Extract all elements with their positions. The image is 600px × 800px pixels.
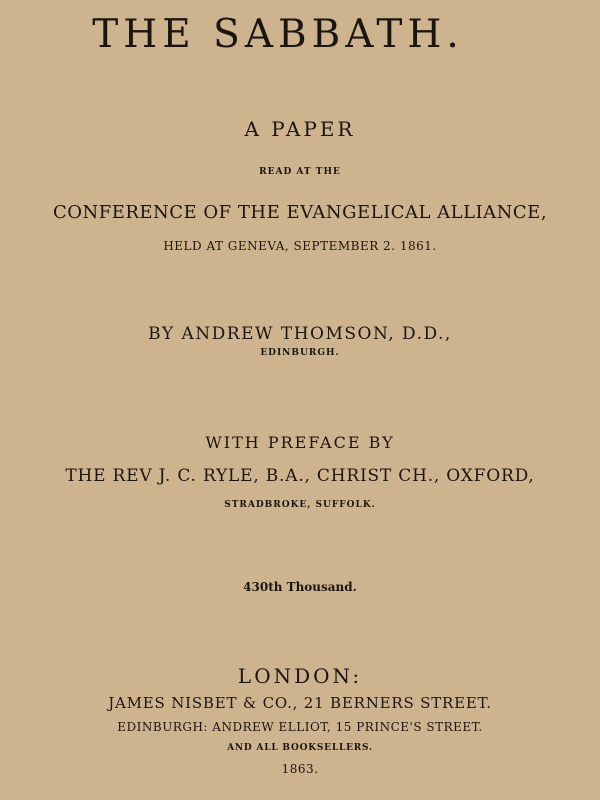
author-line: BY ANDREW THOMSON, D.D., bbox=[148, 324, 452, 344]
document-title: THE SABBATH. bbox=[92, 12, 464, 57]
conference-date: HELD AT GENEVA, SEPTEMBER 2. 1861. bbox=[163, 239, 437, 253]
preface-author: THE REV J. C. RYLE, B.A., CHRIST CH., OXFORD, bbox=[65, 466, 535, 486]
preface-label: WITH PREFACE BY bbox=[205, 433, 395, 452]
distributor-line: EDINBURGH: ANDREW ELLIOT, 15 PRINCE'S STREET. bbox=[117, 720, 483, 734]
preface-location: STRADBROKE, SUFFOLK. bbox=[224, 500, 376, 510]
read-at-label: READ AT THE bbox=[259, 167, 341, 177]
publisher-line: JAMES NISBET & CO., 21 BERNERS STREET. bbox=[108, 694, 492, 712]
paper-label: A PAPER bbox=[244, 117, 356, 141]
edition-note: 430th Thousand. bbox=[243, 580, 357, 594]
conference-name: CONFERENCE OF THE EVANGELICAL ALLIANCE, bbox=[52, 202, 548, 223]
publication-city: LONDON: bbox=[237, 664, 363, 688]
author-location: EDINBURGH. bbox=[260, 348, 340, 358]
booksellers-line: AND ALL BOOKSELLERS. bbox=[227, 743, 373, 753]
publication-year: 1863. bbox=[281, 762, 319, 776]
